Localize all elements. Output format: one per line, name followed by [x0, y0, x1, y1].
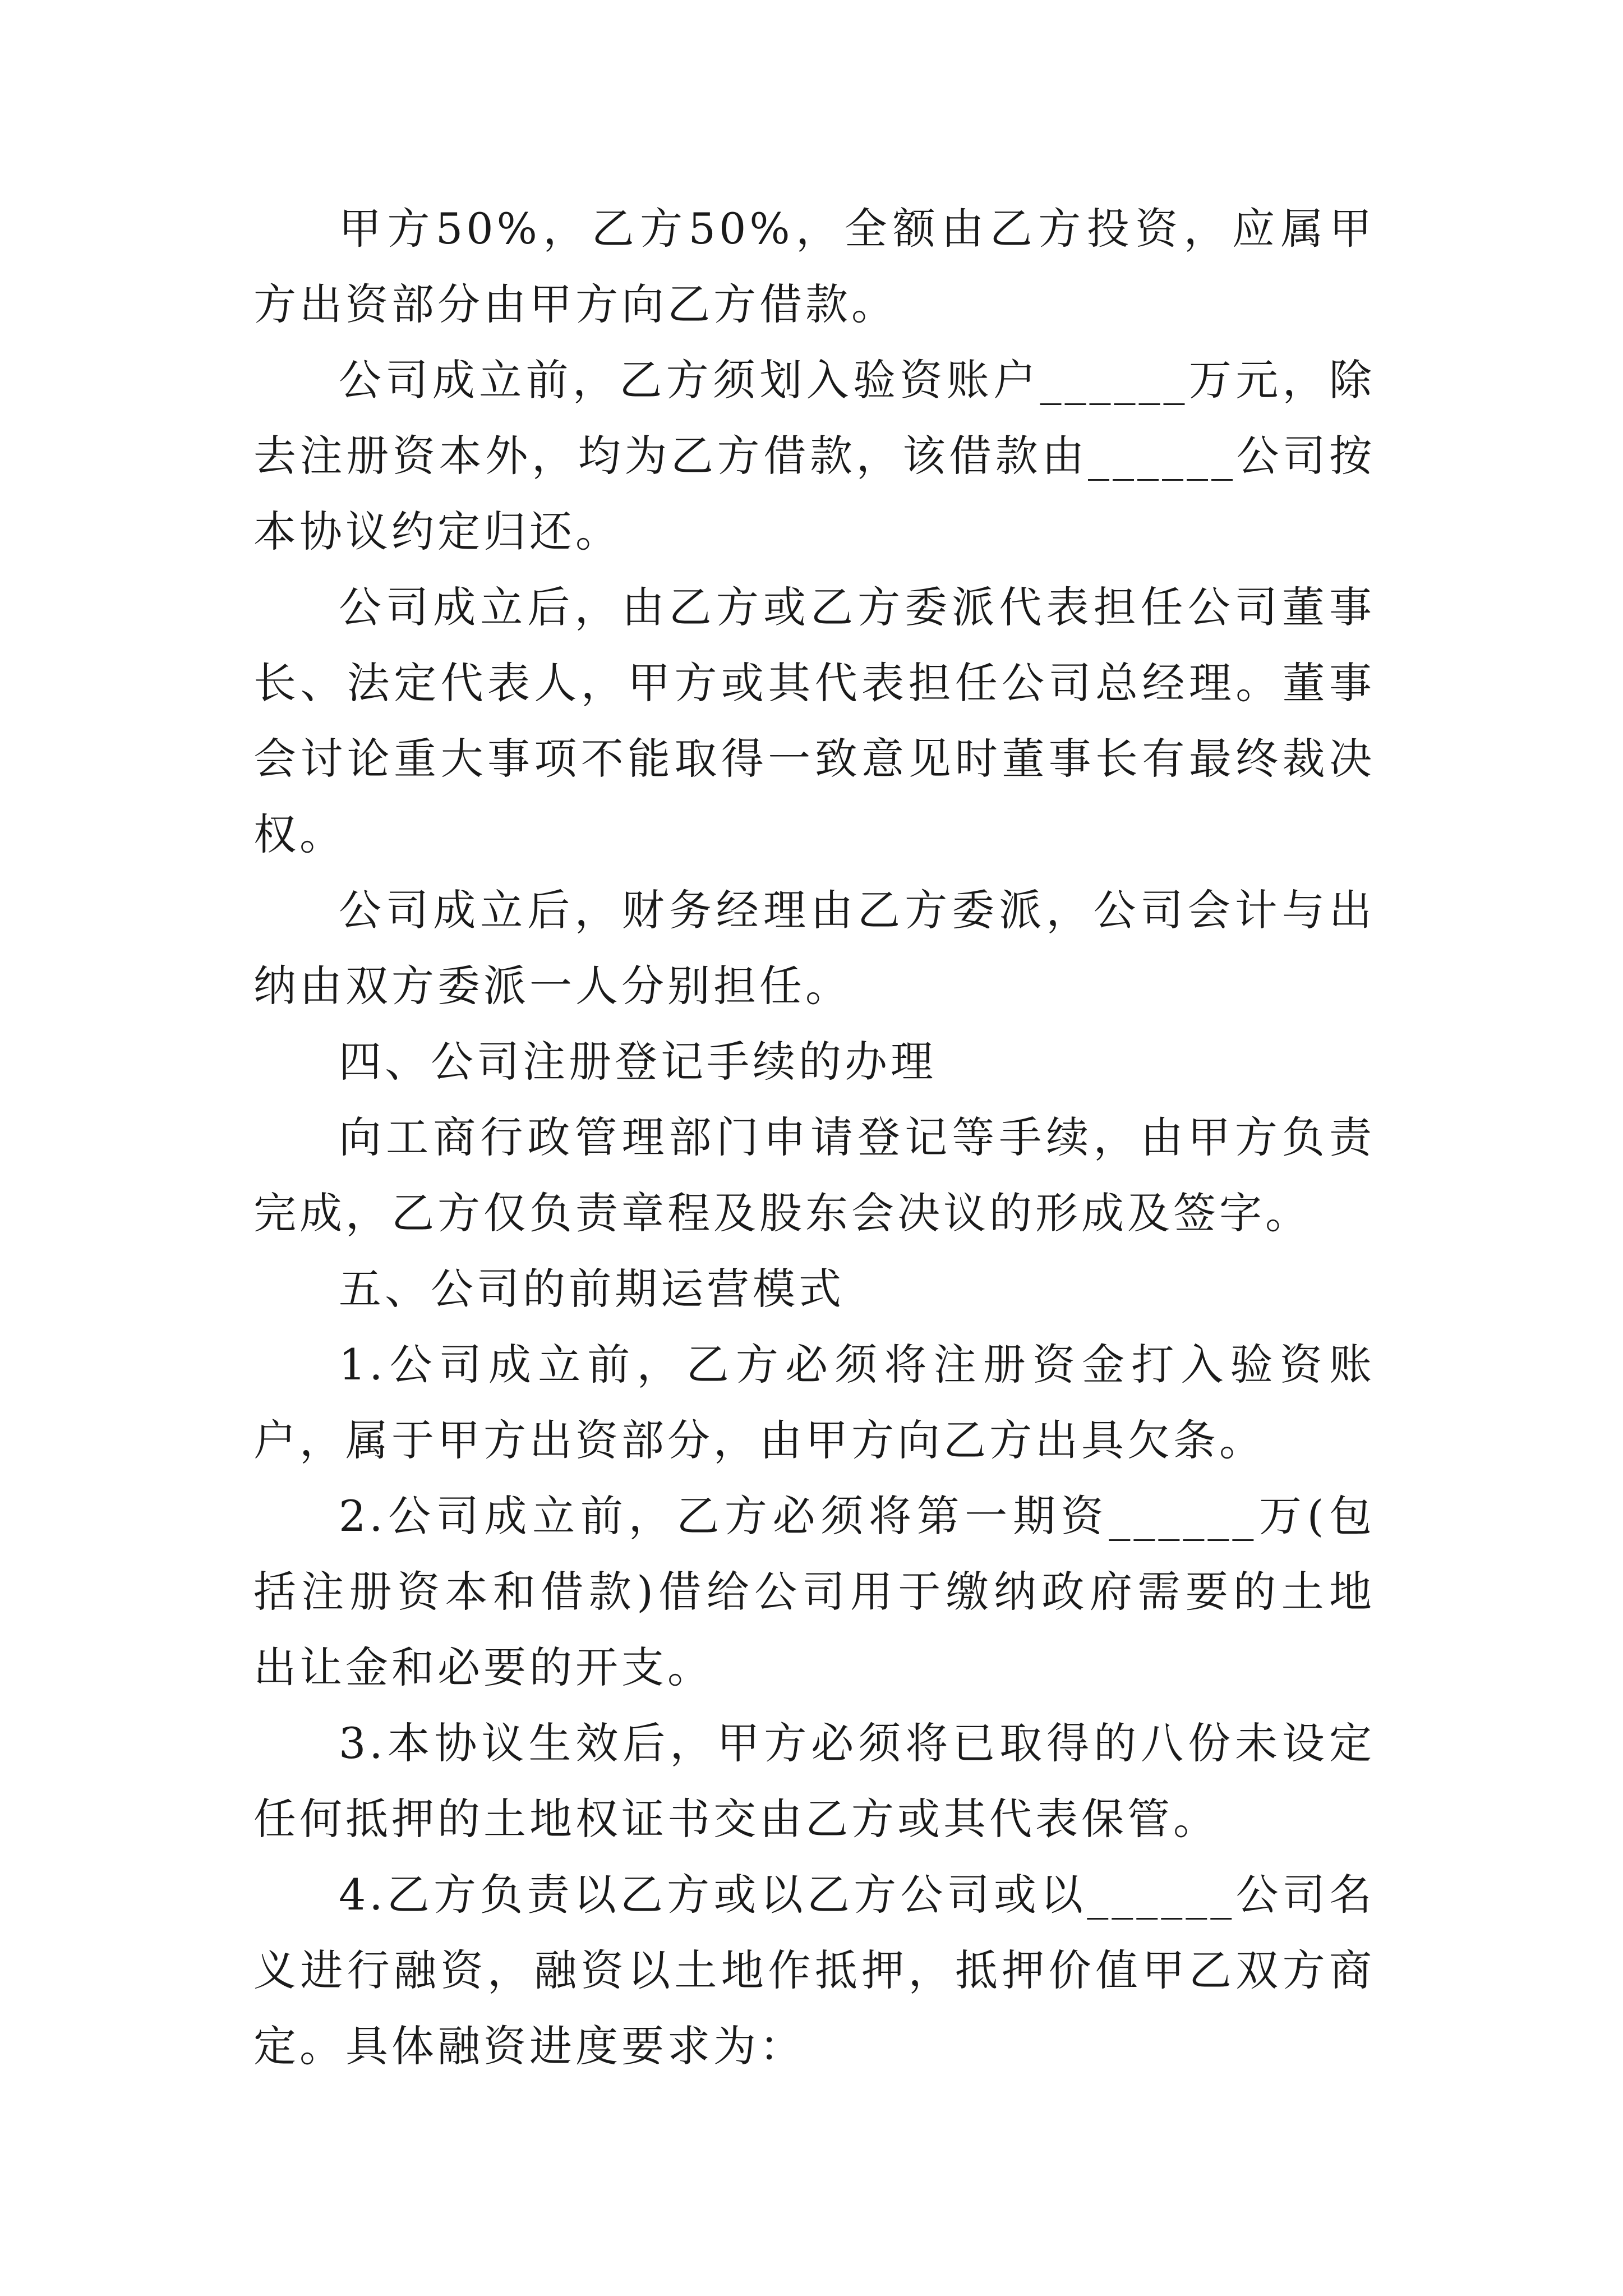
paragraph-finance-manager: 公司成立后，财务经理由乙方委派，公司会计与出纳由双方委派一人分别担任。 [253, 885, 1375, 1011]
list-item-3: 3.本协议生效后，甲方必须将已取得的八份未设定任何抵押的土地权证书交由乙方或其代表保管。 [253, 1718, 1375, 1844]
list-item-2: 2.公司成立前，乙方必须将第一期资______万(包括注册资本和借款)借给公司用于缴纳政府需要的土地出让金和必要的开支。 [253, 1491, 1375, 1692]
list-item-4: 4.乙方负责以乙方或以乙方公司或以______公司名义进行融资，融资以土地作抵押，抵押价值甲乙双方商定。具体融资进度要求为： [253, 1870, 1375, 2071]
paragraph-registration-procedure: 向工商行政管理部门申请登记等手续，由甲方负责完成，乙方仅负责章程及股东会决议的形成及签字。 [253, 1112, 1375, 1238]
paragraph-verification-account: 公司成立前，乙方须划入验资账户______万元，除去注册资本外，均为乙方借款，该借款由______公司按本协议约定归还。 [253, 355, 1375, 556]
list-item-1: 1.公司成立前，乙方必须将注册资金打入验资账户，属于甲方出资部分，由甲方向乙方出具欠条。 [253, 1340, 1375, 1465]
paragraph-investment-ratio: 甲方50%，乙方50%，全额由乙方投资，应属甲方出资部分由甲方向乙方借款。 [253, 204, 1375, 329]
document-body [253, 191, 1375, 2084]
paragraph-board-chairman: 公司成立后，由乙方或乙方委派代表担任公司董事长、法定代表人，甲方或其代表担任公司总经理。董事会讨论重大事项不能取得一致意见时董事长有最终裁决权。 [253, 582, 1375, 859]
section-heading-registration: 四、公司注册登记手续的办理 [339, 1037, 937, 1087]
section-heading-operation-mode: 五、公司的前期运营模式 [339, 1264, 845, 1314]
